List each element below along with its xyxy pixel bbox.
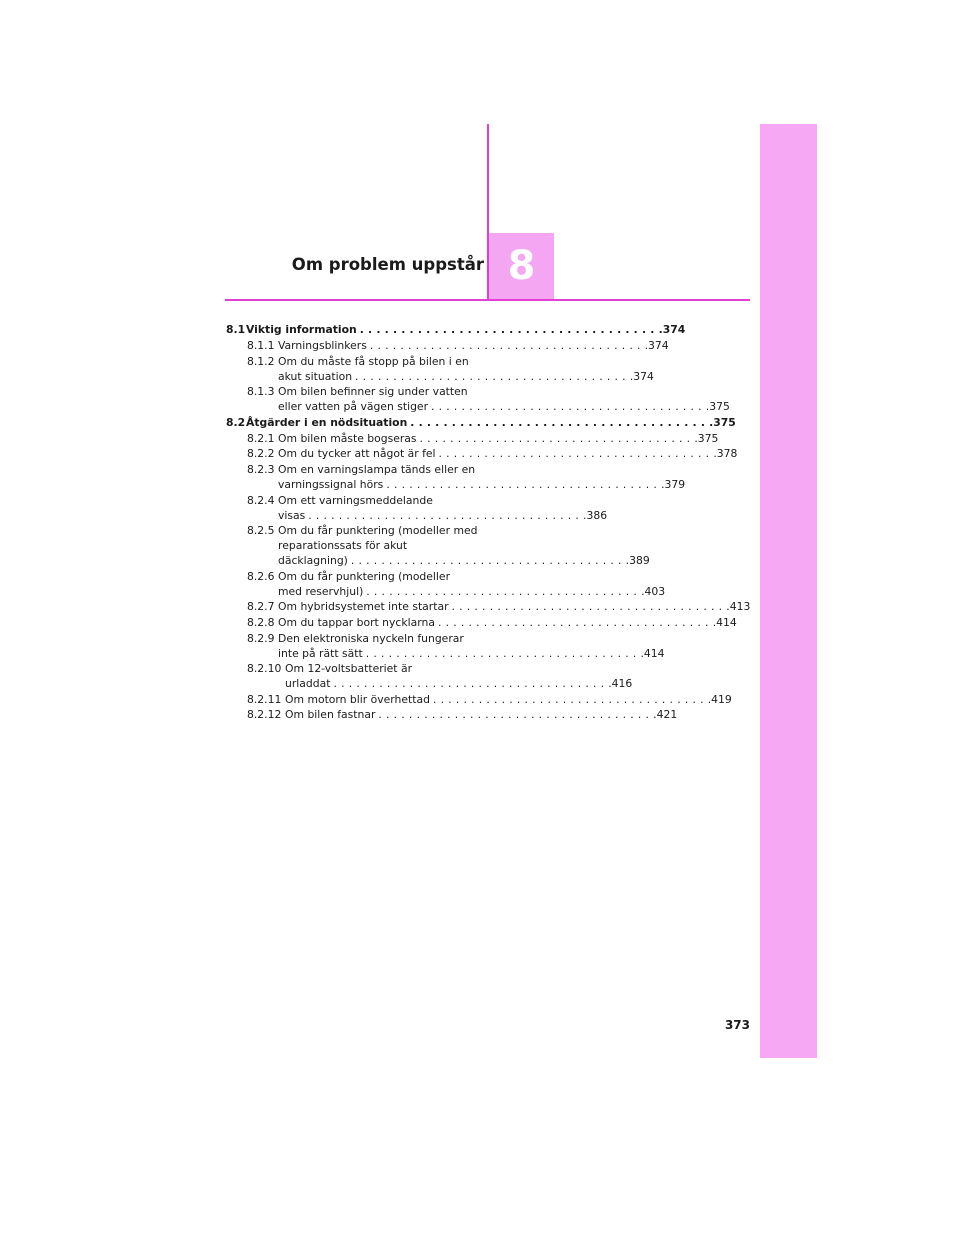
toc-item[interactable]	[226, 661, 633, 691]
toc-title-line: Om du får punktering (modeller med	[278, 524, 478, 538]
toc-item[interactable]	[226, 462, 686, 492]
toc-item[interactable]	[226, 446, 738, 461]
toc-page-number: .389	[625, 554, 650, 568]
toc-item[interactable]	[226, 384, 730, 414]
toc-title-line: urladdat	[285, 677, 331, 691]
toc-number: 8.1	[226, 323, 246, 336]
page-number: 373	[724, 1018, 750, 1032]
toc-number: 8.2	[226, 415, 246, 429]
toc-item[interactable]	[226, 615, 737, 630]
toc-dot-leader: ....................................	[432, 692, 708, 706]
toc-title-line: eller vatten på vägen stiger	[278, 400, 429, 414]
toc-dot-leader: ....................................	[419, 431, 695, 445]
toc-number: 8.1.1	[247, 339, 275, 352]
toc-number: 8.2.11	[247, 692, 282, 706]
toc-number: 8.2.12	[247, 708, 282, 722]
chapter-title: Om problem uppstår	[291, 255, 484, 274]
toc-title-line: varningssignal hörs	[278, 477, 384, 491]
toc-number: 8.2.9	[247, 631, 275, 645]
table-of-contents	[226, 322, 751, 723]
toc-title-line: Om bilen fastnar	[285, 708, 376, 722]
toc-page-number: .421	[653, 708, 678, 722]
toc-dot-leader: ....................................	[378, 708, 654, 722]
toc-number: 8.1.3	[247, 385, 275, 399]
toc-title-line: Om du måste få stopp på bilen i en	[278, 354, 469, 368]
toc-dot-leader: ....................................	[359, 323, 659, 336]
toc-title-line: Viktig information	[246, 323, 357, 336]
toc-page-number: .375	[705, 400, 730, 414]
toc-page-number: .375	[694, 431, 719, 445]
toc-number: 8.2.2	[247, 447, 275, 461]
toc-dot-leader: ....................................	[369, 339, 645, 352]
toc-dot-leader: ....................................	[333, 677, 609, 691]
toc-page-number: .414	[640, 646, 665, 660]
toc-title-line: Om ett varningsmeddelande	[278, 493, 433, 507]
toc-item[interactable]	[226, 707, 678, 722]
toc-page-number: .374	[644, 339, 669, 352]
toc-dot-leader: ....................................	[386, 477, 662, 491]
toc-title-line: Åtgärder i en nödsituation	[246, 415, 408, 429]
toc-title-line: Varningsblinkers	[278, 339, 367, 352]
toc-dot-leader: ....................................	[431, 400, 706, 414]
toc-dot-leader: ....................................	[365, 646, 641, 660]
toc-page-number: .414	[712, 615, 737, 629]
toc-item[interactable]	[226, 692, 732, 707]
toc-title-line: Om 12-voltsbatteriet är	[285, 662, 413, 676]
chapter-side-tab	[760, 124, 817, 1058]
toc-dot-leader: ....................................	[350, 554, 626, 568]
toc-item[interactable]	[226, 354, 654, 384]
toc-number: 8.2.10	[247, 662, 282, 676]
toc-title-line: Om bilen måste bogseras	[278, 431, 417, 445]
toc-item[interactable]	[226, 631, 665, 661]
toc-title-line: akut situation	[278, 369, 353, 383]
toc-page-number: .379	[661, 477, 686, 491]
toc-title-line: Om bilen befinner sig under vatten	[278, 385, 468, 399]
toc-number: 8.2.6	[247, 569, 275, 583]
toc-section[interactable]	[226, 415, 736, 430]
toc-item[interactable]	[226, 569, 666, 599]
toc-title-line: Om motorn blir överhettad	[285, 692, 430, 706]
toc-number: 8.2.3	[247, 462, 275, 476]
toc-title-line: Om du tycker att något är fel	[278, 447, 436, 461]
toc-dot-leader: ....................................	[308, 508, 584, 522]
toc-number: 8.2.4	[247, 493, 275, 507]
toc-item[interactable]	[226, 599, 751, 614]
toc-title-line: visas	[278, 508, 306, 522]
toc-dot-leader: ....................................	[438, 447, 714, 461]
toc-title-line: Den elektroniska nyckeln fungerar	[278, 631, 464, 645]
toc-dot-leader: ....................................	[366, 584, 642, 598]
toc-page-number: .374	[629, 369, 654, 383]
toc-page-number: .378	[713, 447, 738, 461]
toc-dot-leader: ....................................	[451, 600, 727, 614]
toc-dot-leader: ....................................	[355, 369, 630, 383]
toc-number: 8.2.7	[247, 600, 275, 614]
toc-item[interactable]	[226, 431, 719, 446]
toc-title-line: reparationssats för akut	[278, 539, 408, 553]
toc-number: 8.1.2	[247, 354, 275, 368]
toc-item[interactable]	[226, 338, 669, 353]
toc-title-line: med reservhjul)	[278, 584, 364, 598]
toc-page-number: .386	[583, 508, 608, 522]
toc-page-number: .413	[726, 600, 751, 614]
toc-item[interactable]	[226, 493, 608, 523]
toc-title-line: Om hybridsystemet inte startar	[278, 600, 449, 614]
toc-page-number: .374	[658, 323, 686, 336]
toc-title-line: däcklagning)	[278, 554, 348, 568]
toc-title-line: Om en varningslampa tänds eller en	[278, 462, 476, 476]
toc-title-line: Om du får punktering (modeller	[278, 569, 451, 583]
toc-number: 8.2.1	[247, 431, 275, 445]
toc-page-number: .416	[608, 677, 633, 691]
toc-number: 8.2.8	[247, 615, 275, 629]
toc-dot-leader: ....................................	[410, 415, 710, 429]
toc-number: 8.2.5	[247, 524, 275, 538]
toc-item[interactable]	[226, 523, 650, 568]
toc-dot-leader: ....................................	[437, 615, 713, 629]
toc-page-number: .375	[709, 415, 736, 429]
chapter-number-box: 8	[489, 233, 554, 299]
toc-title-line: Om du tappar bort nycklarna	[278, 615, 435, 629]
toc-page-number: .419	[707, 692, 732, 706]
toc-title-line: inte på rätt sätt	[278, 646, 363, 660]
toc-page-number: .403	[641, 584, 666, 598]
header-horizontal-rule	[225, 299, 750, 301]
toc-section[interactable]	[226, 322, 686, 337]
